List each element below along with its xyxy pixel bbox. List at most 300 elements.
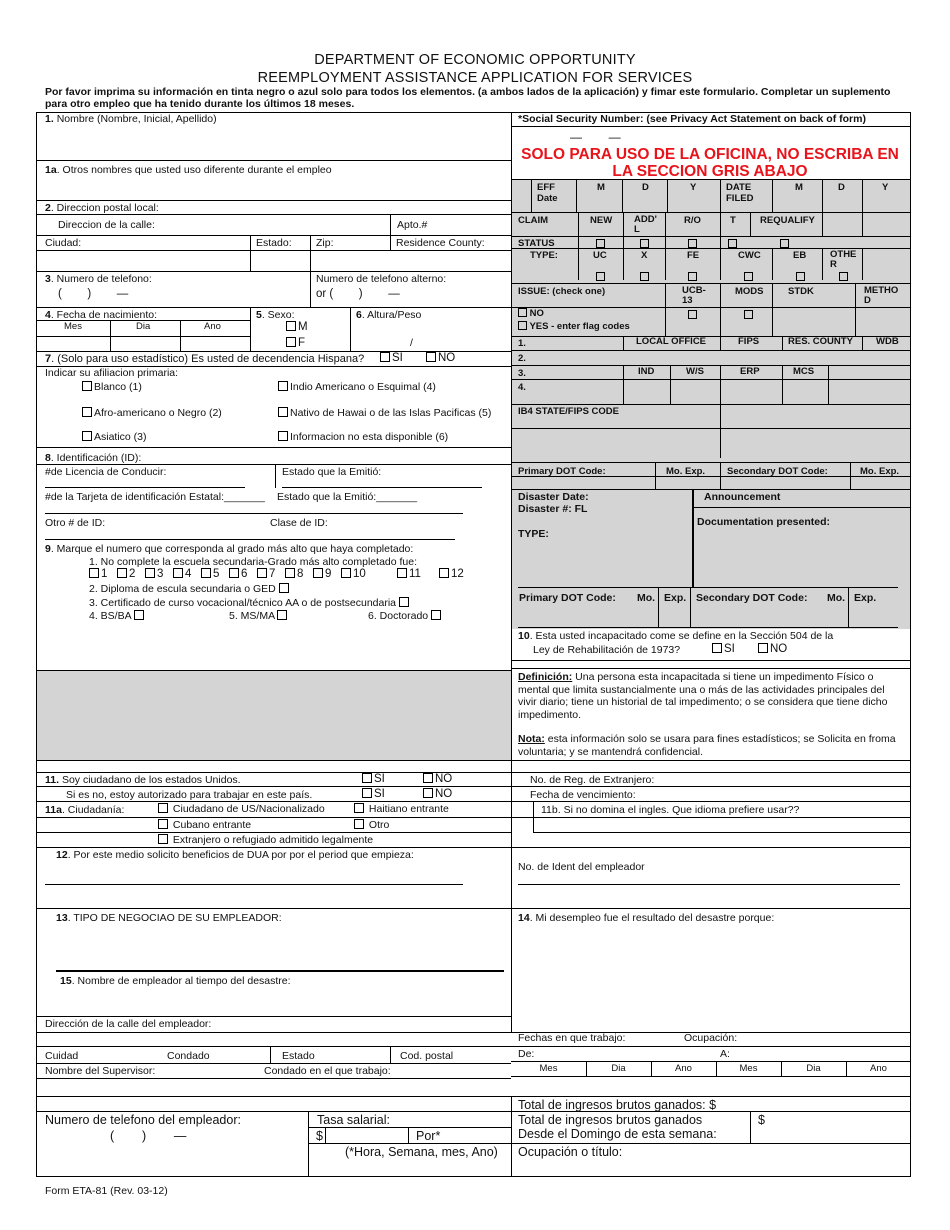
q8-label: 8. Identificación (ID): xyxy=(45,452,142,464)
rule xyxy=(511,1096,512,1177)
emp-county-label: Condado xyxy=(167,1050,210,1062)
date-col-5: Ano xyxy=(870,1063,887,1074)
rule xyxy=(720,365,721,405)
rule xyxy=(518,627,898,628)
rule xyxy=(390,1046,391,1063)
ssn-label: *Social Security Number: (see Privacy Act Statement on back of form) xyxy=(518,113,866,125)
wdb-label: WDB xyxy=(876,336,899,347)
date-col-0: Mes xyxy=(539,1063,558,1074)
rule xyxy=(310,235,311,271)
rule xyxy=(855,283,856,337)
rule xyxy=(622,179,623,212)
eff-date-label: EFF Date xyxy=(537,182,558,204)
q11b-no[interactable]: NO xyxy=(423,788,452,800)
status-new-checkbox[interactable] xyxy=(596,239,605,248)
type-other: OTHE R xyxy=(830,249,857,270)
sdot2-exp: Exp. xyxy=(854,592,877,604)
rule xyxy=(623,365,624,405)
issue-mods-checkbox[interactable] xyxy=(744,310,753,319)
rule xyxy=(37,817,911,818)
q1a-label: 1a. Otros nombres que usted uso diferente durante el empleo xyxy=(45,164,332,176)
ib4-label: IB4 STATE/FIPS CODE xyxy=(518,406,619,417)
rule xyxy=(37,1032,911,1033)
rule xyxy=(308,1143,511,1144)
status-ro-checkbox[interactable] xyxy=(688,239,697,248)
q11-si-checkbox[interactable] xyxy=(362,773,372,783)
q9-5-checkbox[interactable] xyxy=(277,610,287,620)
q10-si-checkbox[interactable] xyxy=(712,643,722,653)
claim-requalify: REQUALIFY xyxy=(760,215,815,226)
rule xyxy=(511,660,911,661)
alt-phone-label: Numero de telefono alterno: xyxy=(316,273,447,285)
grade-12-checkbox[interactable] xyxy=(439,568,449,578)
rule xyxy=(37,1016,511,1017)
q12-line[interactable] xyxy=(45,884,463,885)
grade-2[interactable]: 2 xyxy=(117,568,135,580)
q9-4-checkbox[interactable] xyxy=(134,610,144,620)
status-t-checkbox[interactable] xyxy=(728,239,737,248)
q12-label: 12. Por este medio solicito beneficios de DUA por por el period que empieza: xyxy=(56,849,414,861)
work-county-label: Condado en el que trabajo: xyxy=(264,1065,391,1077)
grade-7[interactable]: 7 xyxy=(257,568,275,580)
filed-y: Y xyxy=(882,182,889,193)
type-uc-checkbox[interactable] xyxy=(596,272,605,281)
rule xyxy=(37,235,511,236)
q11b-si-checkbox[interactable] xyxy=(362,788,372,798)
grade-11[interactable]: 11 xyxy=(397,568,421,580)
q7-si-checkbox[interactable] xyxy=(380,352,390,362)
rule xyxy=(511,212,911,213)
grade-5[interactable]: 5 xyxy=(201,568,219,580)
race-3[interactable]: Asiatico (3) xyxy=(82,431,147,443)
rule xyxy=(862,212,863,236)
rule xyxy=(37,786,911,787)
rule xyxy=(37,464,511,465)
filed-d: D xyxy=(838,182,845,193)
q9-2[interactable]: 2. Diploma de escula secundaria o GED xyxy=(89,583,291,595)
status-label: STATUS xyxy=(518,238,555,249)
q11b-language-label: 11b. Si no domina el ingles. Que idioma prefiere usar?? xyxy=(541,804,800,816)
erp-label: ERP xyxy=(740,366,760,377)
rule xyxy=(511,428,911,429)
rule xyxy=(690,587,691,627)
rule xyxy=(781,1061,782,1076)
q9-6[interactable]: 6. Doctorado xyxy=(368,610,443,622)
gross-week-dollar: $ xyxy=(758,1113,765,1127)
claim-label: CLAIM xyxy=(518,215,549,226)
rule xyxy=(772,179,773,212)
q7-no[interactable]: NO xyxy=(426,352,455,364)
grade-9-checkbox[interactable] xyxy=(313,568,323,578)
rule xyxy=(782,365,783,405)
rule xyxy=(720,212,721,280)
wage-dollar: $ xyxy=(316,1129,323,1143)
grade-12[interactable]: 12 xyxy=(439,568,464,580)
rule xyxy=(846,1061,847,1076)
stateid-label: #de la Tarjeta de identificación Estatal:_______ xyxy=(45,491,265,503)
grade-5-checkbox[interactable] xyxy=(201,568,211,578)
gross-total-label: Total de ingresos brutos ganados: $ xyxy=(518,1098,717,1112)
type-cwc: CWC xyxy=(738,250,761,261)
cit-1[interactable]: Ciudadano de US/Nacionalizado xyxy=(158,803,325,815)
rule xyxy=(862,248,863,280)
height-weight-slash: / xyxy=(410,337,413,349)
q9-6-checkbox[interactable] xyxy=(431,610,441,620)
rule xyxy=(390,214,391,250)
q2-label: 2. Direccion postal local: xyxy=(45,202,159,214)
rule xyxy=(325,1127,326,1143)
sex-f-checkbox[interactable] xyxy=(286,337,296,347)
rule xyxy=(772,283,773,337)
issue-no-checkbox[interactable] xyxy=(518,308,527,317)
rule xyxy=(750,1111,751,1143)
eff-y: Y xyxy=(690,182,697,193)
rule xyxy=(623,212,624,280)
q9-4[interactable]: 4. BS/BA xyxy=(89,610,146,622)
q7-si[interactable]: SI xyxy=(380,352,403,364)
license-label: #de Licencia de Conducir: xyxy=(45,466,167,478)
announcement-label: Announcement xyxy=(704,491,781,503)
type2-label: TYPE: xyxy=(518,528,549,540)
row-2: 2. xyxy=(518,353,526,364)
emp-zip-label: Cod. postal xyxy=(400,1050,454,1062)
rule xyxy=(720,336,721,350)
rule xyxy=(511,1061,911,1062)
rule xyxy=(511,350,911,351)
instructions: Por favor imprima su información en tinta negro o azul solo para todos los elementos. (a ambos lados de la aplicación) y fimar este formulario. Completar un suplemento para otro empleo que ha tenido durante los últimos 18 meses. xyxy=(45,86,891,110)
emp-id-label: No. de Ident del empleador xyxy=(518,861,645,873)
rule xyxy=(37,336,250,337)
rule xyxy=(665,283,666,337)
q7-label: 7. (Solo para uso estadístico) Es usted de decendencia Hispana? xyxy=(45,353,365,365)
rule xyxy=(533,801,534,832)
q11-label: 11. Soy ciudadano de los estados Unidos. xyxy=(45,774,241,786)
rule xyxy=(665,212,666,280)
grade-8-checkbox[interactable] xyxy=(285,568,295,578)
race-intro: Indicar su afiliacion primaria: xyxy=(45,367,179,379)
cit-3-checkbox[interactable] xyxy=(158,819,168,829)
ind-label: IND xyxy=(638,366,655,377)
rule xyxy=(37,447,511,448)
rule xyxy=(531,179,532,212)
rule xyxy=(511,1046,911,1047)
rule xyxy=(270,1046,271,1063)
grade-6-checkbox[interactable] xyxy=(229,568,239,578)
rule xyxy=(250,235,251,271)
grade-10-checkbox[interactable] xyxy=(341,568,351,578)
type-eb: EB xyxy=(793,250,807,261)
q13-label: 13. TIPO DE NEGOCIAO DE SU EMPLEADOR: xyxy=(56,912,282,924)
type-eb-checkbox[interactable] xyxy=(796,272,805,281)
sex-m[interactable]: M xyxy=(286,321,308,333)
grade-7-checkbox[interactable] xyxy=(257,568,267,578)
pdot2-label: Primary DOT Code: xyxy=(519,592,616,604)
cit-3[interactable]: Cubano entrante xyxy=(158,819,251,831)
q10-label: 10. Esta usted incapacitado come se define en la Sección 504 de la xyxy=(518,630,834,642)
q14-label: 14. Mi desempleo fue el resultado del desastre porque: xyxy=(518,912,775,924)
q9-label: 9. Marque el numero que corresponda al grado más alto que haya completado: xyxy=(45,543,414,555)
q11a-label: 11a. Ciudadanía: xyxy=(45,804,125,816)
grade-9[interactable]: 9 xyxy=(313,568,331,580)
rule xyxy=(408,1127,409,1143)
wage-per-note: (*Hora, Semana, mes, Ano) xyxy=(345,1145,498,1159)
sdot-moexp: Mo. Exp. xyxy=(860,466,900,477)
supervisor-label: Nombre del Supervisor: xyxy=(45,1065,156,1077)
issue-ucb13: UCB- 13 xyxy=(682,285,706,306)
grade-2-checkbox[interactable] xyxy=(117,568,127,578)
rule xyxy=(651,1061,652,1076)
rule xyxy=(37,1111,911,1112)
rule xyxy=(37,1096,511,1097)
rule xyxy=(720,179,721,212)
rule xyxy=(658,587,659,627)
license-state-line[interactable] xyxy=(282,487,482,488)
grade-3[interactable]: 3 xyxy=(145,568,163,580)
grade-4-checkbox[interactable] xyxy=(173,568,183,578)
rule xyxy=(37,908,911,909)
rule xyxy=(692,507,911,508)
q11b-no-checkbox[interactable] xyxy=(423,788,433,798)
emp-phone-field[interactable]: ( ) — xyxy=(110,1129,187,1143)
race-2[interactable]: Afro-americano o Negro (2) xyxy=(82,407,222,419)
wage-label: Tasa salarial: xyxy=(317,1113,390,1127)
issue-no[interactable]: NO xyxy=(518,308,544,320)
issue-ucb13-checkbox[interactable] xyxy=(688,310,697,319)
grade-1-checkbox[interactable] xyxy=(89,568,99,578)
pdot2-mo: Mo. xyxy=(637,592,656,604)
cit-4[interactable]: Otro xyxy=(354,819,389,831)
occ-title-label: Ocupación o título: xyxy=(518,1145,623,1159)
q9-1: 1. No complete la escuela secundaria-Grado más alto completado fue: xyxy=(89,556,418,568)
mcs-label: MCS xyxy=(793,366,815,377)
cit-2[interactable]: Haitiano entrante xyxy=(354,803,449,815)
eff-d: D xyxy=(642,182,649,193)
race-3-checkbox[interactable] xyxy=(82,431,92,441)
ssn-field[interactable]: — — xyxy=(570,130,621,144)
rule xyxy=(511,489,911,490)
type-other-checkbox[interactable] xyxy=(839,272,848,281)
dob-dia: Dia xyxy=(136,321,151,332)
q9-3-checkbox[interactable] xyxy=(399,597,409,607)
rule xyxy=(37,200,511,201)
rule xyxy=(511,1143,911,1144)
q11-no[interactable]: NO xyxy=(423,773,452,785)
q10-si[interactable]: SI xyxy=(712,643,735,655)
issue-yes-checkbox[interactable] xyxy=(518,321,527,330)
rule xyxy=(511,236,911,237)
rule xyxy=(862,179,863,212)
definition-paragraph: Definición: Una persona esta incapacitada si tiene un impedimento Físico o mental que limita sustancialmente una o más de las actividades principales del vivir diario; tiene un historial de tal impedimento; o se considera que tiene dicho impedimento. xyxy=(518,671,888,721)
dob-ano: Ano xyxy=(204,321,221,332)
type-fe-checkbox[interactable] xyxy=(688,272,697,281)
id-class-label: Clase de ID: xyxy=(270,517,328,529)
q11-no-checkbox[interactable] xyxy=(423,773,433,783)
claim-addl: ADD' L xyxy=(634,214,657,235)
rule xyxy=(37,801,911,802)
rule xyxy=(37,1063,511,1064)
rule xyxy=(37,832,511,833)
cit-2-checkbox[interactable] xyxy=(354,803,364,813)
emp-id-line[interactable] xyxy=(518,884,900,885)
from-label: De: xyxy=(518,1048,535,1060)
occupation-label: Ocupación: xyxy=(684,1032,738,1044)
dob-mes: Mes xyxy=(64,321,82,332)
race-2-checkbox[interactable] xyxy=(82,407,92,417)
q11b-si[interactable]: SI xyxy=(362,788,385,800)
row-3: 3. xyxy=(518,368,526,379)
race-1[interactable]: Blanco (1) xyxy=(82,381,142,393)
emp-phone-label: Numero de telefono del empleador: xyxy=(45,1113,241,1127)
cit-5[interactable]: Extranjero o refugiado admitido legalmente xyxy=(158,834,373,846)
issue-yes[interactable]: YES - enter flag codes xyxy=(518,321,630,333)
race-5[interactable]: Nativo de Hawai o de las Islas Pacificas (5) xyxy=(278,407,491,419)
sex-f[interactable]: F xyxy=(286,337,305,349)
race-4[interactable]: Indio Americano o Esquimal (4) xyxy=(278,381,436,393)
q5-label: 5. Sexo: xyxy=(256,309,295,321)
rule xyxy=(518,587,898,588)
rule xyxy=(720,283,721,337)
sdot2-mo: Mo. xyxy=(827,592,846,604)
eff-m: M xyxy=(597,182,605,193)
rule xyxy=(511,404,911,405)
claim-ro: R/O xyxy=(684,215,701,226)
rule xyxy=(511,462,911,463)
rule xyxy=(772,248,773,280)
cit-5-checkbox[interactable] xyxy=(158,834,168,844)
rule xyxy=(511,668,911,669)
q10-label-2: Ley de Rehabilitación de 1973? xyxy=(533,644,681,656)
rule xyxy=(37,772,911,773)
rule xyxy=(623,336,624,350)
rule xyxy=(692,489,694,587)
rule xyxy=(716,1061,717,1076)
status-requalify-checkbox[interactable] xyxy=(780,239,789,248)
grade-6[interactable]: 6 xyxy=(229,568,247,580)
note-paragraph: Nota: esta información solo se usara para fines estadísticos; se Solicita en froma voluntaria; y se mantendrá confidencial. xyxy=(518,733,896,758)
rule xyxy=(533,832,911,833)
dates-worked-label: Fechas en que trabajo: xyxy=(518,1032,626,1044)
rule xyxy=(37,1046,511,1047)
rule xyxy=(511,1076,911,1077)
phone-field[interactable]: ( ) — xyxy=(58,288,129,300)
rule xyxy=(782,336,783,350)
race-4-checkbox[interactable] xyxy=(278,381,288,391)
rule xyxy=(37,670,511,671)
race-5-checkbox[interactable] xyxy=(278,407,288,417)
type-x-checkbox[interactable] xyxy=(640,272,649,281)
race-6-checkbox[interactable] xyxy=(278,431,288,441)
sdot-label: Secondary DOT Code: xyxy=(727,466,828,477)
rule xyxy=(828,365,829,405)
filed-m: M xyxy=(795,182,803,193)
state-label: Estado: xyxy=(256,237,292,249)
rule xyxy=(822,248,823,280)
cit-4-checkbox[interactable] xyxy=(354,819,364,829)
stateid-state-label: Estado que la Emitió:_______ xyxy=(277,491,418,503)
q7-no-checkbox[interactable] xyxy=(426,352,436,362)
q6-label: 6. Altura/Peso xyxy=(356,309,422,321)
rule xyxy=(576,179,577,212)
form-title-line1: DEPARTMENT OF ECONOMIC OPPORTUNITY xyxy=(314,52,636,68)
status-addl-checkbox[interactable] xyxy=(640,239,649,248)
rule xyxy=(37,160,511,161)
q10-no[interactable]: NO xyxy=(758,643,787,655)
row-1: 1. xyxy=(518,338,526,349)
fips-label: FIPS xyxy=(738,336,760,347)
q11-si[interactable]: SI xyxy=(362,773,385,785)
q3-label: 3. Numero de telefono: xyxy=(45,273,152,285)
rule xyxy=(350,307,351,352)
issue-method: METHO D xyxy=(864,285,899,306)
apt-label: Apto.# xyxy=(397,219,428,231)
grade-10[interactable]: 10 xyxy=(341,568,366,580)
rule xyxy=(511,476,911,477)
disaster-num-label: Disaster #: FL xyxy=(518,503,588,515)
q9-3[interactable]: 3. Certificado de curso vocacional/técnico AA o de postsecundaria xyxy=(89,597,411,609)
race-6[interactable]: Informacion no esta disponible (6) xyxy=(278,431,448,443)
rule xyxy=(308,1111,309,1177)
sex-m-checkbox[interactable] xyxy=(286,321,296,331)
ws-label: W/S xyxy=(686,366,704,377)
q10-no-checkbox[interactable] xyxy=(758,643,768,653)
rule xyxy=(670,365,671,405)
rule xyxy=(37,847,911,848)
rule xyxy=(511,126,911,127)
pdot2-exp: Exp. xyxy=(664,592,687,604)
claim-t: T xyxy=(730,215,736,226)
rule xyxy=(511,1096,911,1097)
date-filed-label: DATE FILED xyxy=(726,182,754,204)
q9-5[interactable]: 5. MS/MA xyxy=(229,610,289,622)
rule xyxy=(667,179,668,212)
office-use-title: SOLO PARA USO DE LA OFICINA, NO ESCRIBA EN LA SECCION GRIS ABAJO xyxy=(521,146,899,180)
grade-11-checkbox[interactable] xyxy=(397,568,407,578)
license-line[interactable] xyxy=(45,487,245,488)
rule xyxy=(578,212,579,280)
grade-4[interactable]: 4 xyxy=(173,568,191,580)
q11b-label: Si es no, estoy autorizado para trabajar en este país. xyxy=(66,789,313,801)
expiration-label: Fecha de vencimiento: xyxy=(530,789,636,801)
other-id-line[interactable] xyxy=(45,539,455,540)
grade-3-checkbox[interactable] xyxy=(145,568,155,578)
rule xyxy=(308,1127,511,1128)
grade-1[interactable]: 1 xyxy=(89,568,107,580)
local-office-label: LOCAL OFFICE xyxy=(636,336,707,347)
rule xyxy=(37,1078,511,1079)
sdot2-label: Secondary DOT Code: xyxy=(696,592,808,604)
rule xyxy=(750,212,751,236)
row-4: 4. xyxy=(518,382,526,393)
grade-8[interactable]: 8 xyxy=(285,568,303,580)
type-cwc-checkbox[interactable] xyxy=(744,272,753,281)
alt-phone-field[interactable]: or ( ) — xyxy=(316,288,400,300)
q9-2-checkbox[interactable] xyxy=(279,583,289,593)
cit-1-checkbox[interactable] xyxy=(158,803,168,813)
emp-city-label: Cuidad xyxy=(45,1050,79,1062)
type-uc: UC xyxy=(593,250,607,261)
stateid-line[interactable] xyxy=(45,513,463,514)
pdot-label: Primary DOT Code: xyxy=(518,466,606,477)
rule xyxy=(586,1061,587,1076)
date-col-3: Mes xyxy=(739,1063,758,1074)
type-fe: FE xyxy=(687,250,700,261)
rule xyxy=(511,179,911,180)
form-title-line2: REEMPLOYMENT ASSISTANCE APPLICATION FOR SERVICES xyxy=(257,70,693,86)
emp-state-label: Estado xyxy=(282,1050,315,1062)
rule xyxy=(310,271,311,307)
race-1-checkbox[interactable] xyxy=(82,381,92,391)
rule xyxy=(37,214,511,215)
